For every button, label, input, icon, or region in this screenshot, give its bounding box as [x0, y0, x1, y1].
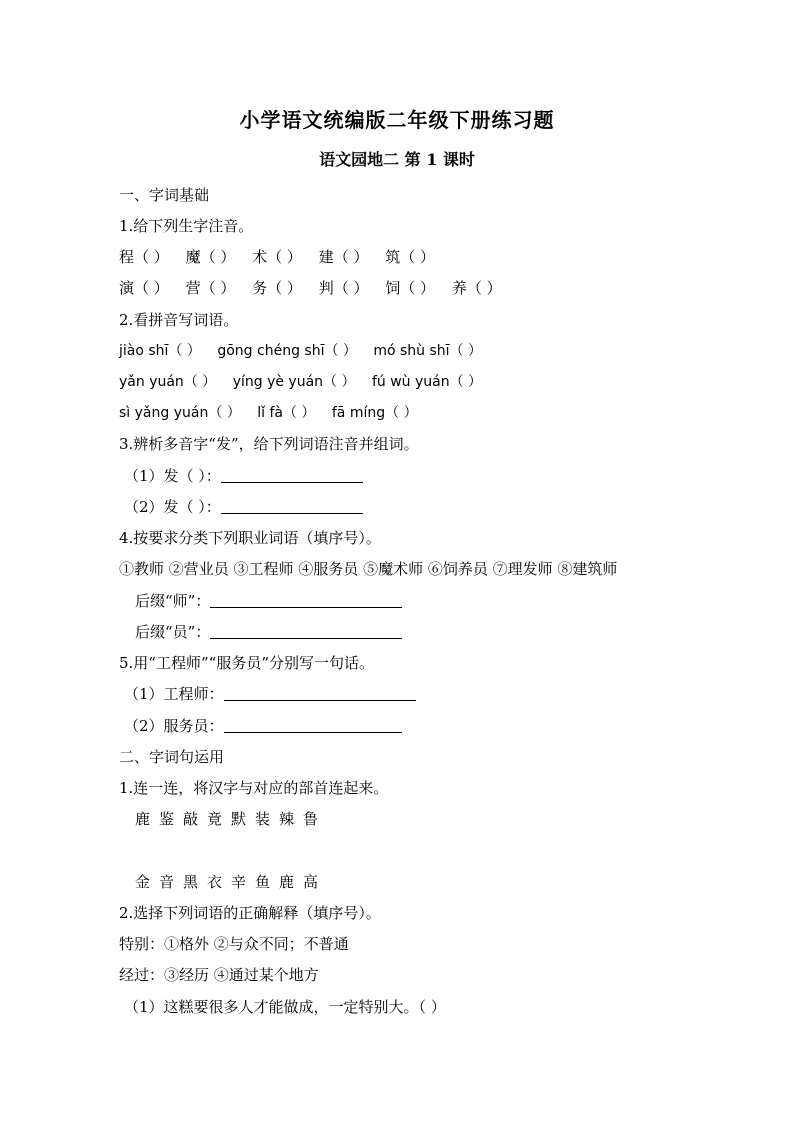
item-label: （1）发（ ）： — [124, 467, 221, 485]
question-1-row-1 — [119, 246, 447, 268]
word-item: yǎn yuán（ ） — [119, 374, 217, 390]
pinyin-item: 术（ ） — [252, 248, 302, 266]
word-item: jiào shī（ ） — [119, 343, 201, 359]
question-6-prompt: 1.连一连，将汉字与对应的部首连起来。 — [119, 779, 389, 797]
word-item: mó shù shī（ ） — [373, 343, 483, 359]
question-5-item-1 — [124, 683, 416, 705]
answer-blank[interactable] — [224, 684, 416, 701]
word-item: sì yǎng yuán（ ） — [119, 405, 241, 421]
answer-blank[interactable] — [221, 466, 363, 483]
pinyin-item: 演（ ） — [119, 279, 169, 297]
item-label: （1）工程师： — [124, 685, 224, 703]
section-heading-basics: 一、字词基础 — [119, 186, 210, 204]
word-item: gōng chéng shī（ ） — [217, 343, 357, 359]
question-3-prompt: 3.辨析多音字“发”，给下列词语注音并组词。 — [119, 435, 419, 453]
question-1-prompt: 1.给下列生字注音。 — [119, 217, 254, 235]
char-item[interactable]: 默 — [231, 810, 247, 828]
matching-top-row — [135, 808, 327, 830]
radical-item[interactable]: 衣 — [207, 873, 223, 891]
word-item: lǐ fà（ ） — [257, 405, 316, 421]
pinyin-item: 筑（ ） — [385, 248, 436, 266]
question-2-prompt: 2.看拼音写词语。 — [119, 311, 239, 329]
question-5-prompt: 5.用“工程师”“服务员”分别写一句话。 — [119, 654, 374, 672]
radical-item[interactable]: 金 — [135, 873, 151, 891]
question-2-row-2 — [119, 371, 494, 393]
pinyin-item: 魔（ ） — [185, 248, 236, 266]
item-label: 后缀“师”： — [135, 592, 211, 610]
matching-bottom-row — [135, 871, 327, 893]
pinyin-item: 建（ ） — [318, 248, 369, 266]
char-item[interactable]: 竟 — [207, 810, 223, 828]
question-1-row-2 — [119, 277, 514, 299]
item-label: （2）服务员： — [124, 717, 224, 735]
question-7-item-1: （1）这糕要很多人才能做成，一定特别大。（ ） — [124, 998, 446, 1016]
definition-line-1: 特别：①格外 ②与众不同；不普通 — [119, 935, 349, 953]
answer-blank[interactable] — [210, 591, 402, 608]
radical-item[interactable]: 鱼 — [255, 873, 271, 891]
page-subtitle: 语文园地二 第 1 课时 — [319, 150, 475, 169]
char-item[interactable]: 装 — [255, 810, 271, 828]
question-2-row-3 — [119, 402, 430, 424]
answer-blank[interactable] — [210, 622, 402, 639]
char-item[interactable]: 鲁 — [303, 810, 319, 828]
pinyin-item: 判（ ） — [318, 279, 369, 297]
char-item[interactable]: 鉴 — [159, 810, 175, 828]
char-item[interactable]: 辣 — [279, 810, 295, 828]
question-5-item-2 — [124, 715, 402, 737]
question-4-suffix-yuan — [135, 621, 402, 643]
radical-item[interactable]: 辛 — [231, 873, 247, 891]
word-item: yíng yè yuán（ ） — [232, 374, 356, 390]
question-4-prompt: 4.按要求分类下列职业词语（填序号）。 — [119, 529, 381, 547]
char-item[interactable]: 敲 — [183, 810, 199, 828]
pinyin-item: 饲（ ） — [385, 279, 436, 297]
char-item[interactable]: 鹿 — [135, 810, 151, 828]
question-3-item-2 — [124, 496, 363, 518]
pinyin-item: 营（ ） — [185, 279, 236, 297]
section-heading-usage: 二、字词句运用 — [119, 748, 225, 766]
pinyin-item: 养（ ） — [451, 279, 502, 297]
radical-item[interactable]: 音 — [159, 873, 175, 891]
definition-line-2: 经过：③经历 ④通过某个地方 — [119, 966, 319, 984]
word-item: fā míng（ ） — [331, 405, 418, 421]
page-title: 小学语文统编版二年级下册练习题 — [239, 108, 555, 132]
pinyin-item: 务（ ） — [252, 279, 302, 297]
question-4-options: ①教师 ②营业员 ③工程师 ④服务员 ⑤魔术师 ⑥饲养员 ⑦理发师 ⑧建筑师 — [119, 560, 618, 578]
answer-blank[interactable] — [221, 497, 363, 514]
item-label: （2）发（ ）： — [124, 498, 221, 516]
question-4-suffix-shi — [135, 590, 402, 612]
question-7-prompt: 2.选择下列词语的正确解释（填序号）。 — [119, 904, 381, 922]
radical-item[interactable]: 黑 — [183, 873, 199, 891]
question-2-row-1 — [119, 340, 494, 362]
radical-item[interactable]: 高 — [303, 873, 319, 891]
answer-blank[interactable] — [224, 716, 402, 733]
question-3-item-1 — [124, 465, 363, 487]
radical-item[interactable]: 鹿 — [279, 873, 295, 891]
pinyin-item: 程（ ） — [119, 248, 169, 266]
item-label: 后缀“员”： — [135, 623, 211, 641]
word-item: fú wù yuán（ ） — [371, 374, 483, 390]
